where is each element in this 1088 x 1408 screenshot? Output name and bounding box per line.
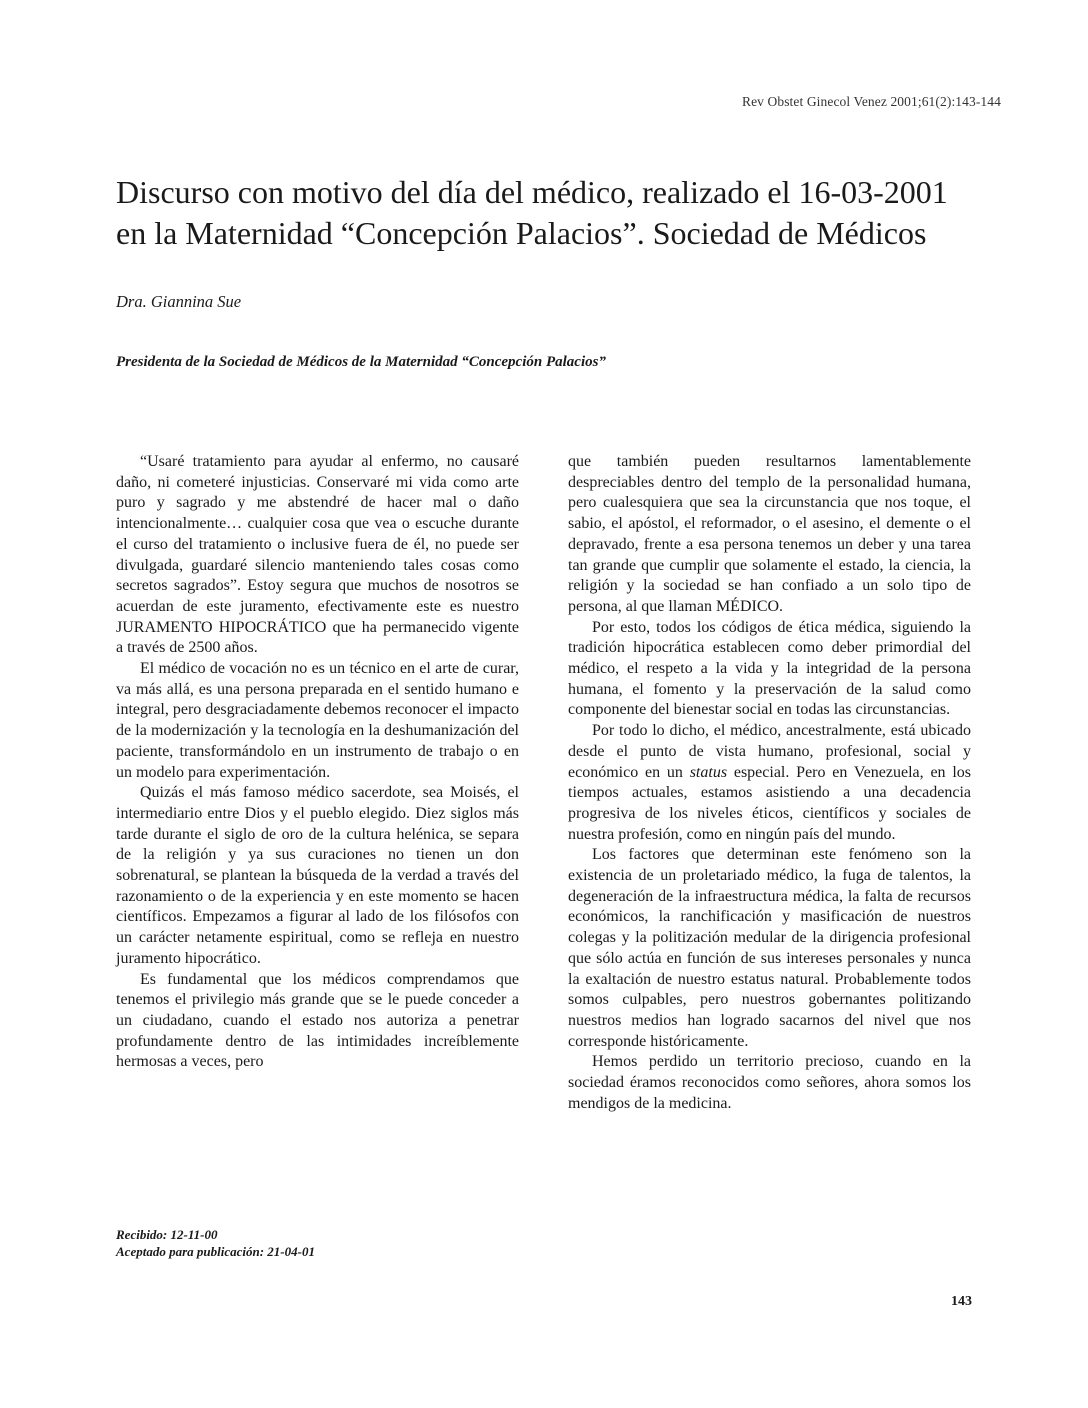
accepted-date: Aceptado para publicación: 21-04-01 — [116, 1244, 315, 1259]
paragraph: El médico de vocación no es un técnico en el arte de curar, va más allá, es una persona preparada en el sentido humano e integral, pero desgraciadamente debemos reconocer el impacto de la modernización y la tecnología en la deshumanización del paciente, transformándolo en un instrumento de trabajo o en un modelo para experimentación. — [116, 660, 519, 781]
submission-dates — [116, 1226, 315, 1260]
page-number: 143 — [951, 1294, 972, 1309]
author-name: Dra. Giannina Sue — [116, 292, 242, 311]
paragraph-text: especial. Pero en Venezuela, en los tiempos actuales, estamos asistiendo a una decadencia progresiva de los niveles éticos, científicos y sociales de nuestra profesión, como en ningún país del mundo. — [568, 763, 972, 843]
body-column-left — [116, 452, 519, 1073]
author-affiliation: Presidenta de la Sociedad de Médicos de la Maternidad “Concepción Palacios” — [116, 354, 606, 370]
paragraph: Hemos perdido un territorio precioso, cuando en la sociedad éramos reconocidos como señores, ahora somos los mendigos de la medicina. — [568, 1053, 971, 1112]
title-line-1: Discurso con motivo del día del médico, realizado el 16-03-2001 — [116, 174, 948, 210]
paragraph: “Usaré tratamiento para ayudar al enfermo, no causaré daño, ni cometeré injusticias. Conservaré mi vida como arte puro y sagrado y me abstendré de hacer mal o daño intencionalmente… cualquier cosa que vea o escuche durante el curso del tratamiento o inclusive fuera de él, no puede ser divulgada, guardaré silencio manteniendo tales cosas como secretos sagrados”. Estoy segura que muchos de nosotros se acuerdan de este juramento, efectivamente este es nuestro JURAMENTO HIPOCRÁTICO que ha permanecido vigente a través de 2500 años. — [116, 453, 519, 657]
body-column-right — [568, 452, 971, 1115]
journal-citation: Rev Obstet Ginecol Venez 2001;61(2):143-144 — [741, 94, 1001, 109]
italic-term: status — [689, 763, 728, 781]
paragraph: Los factores que determinan este fenómeno son la existencia de un proletariado médico, la fuga de talentos, la degeneración de la infraestructura médica, la falta de recursos económicos, la ranchificación y masificación de nuestros colegas y la politización medular de la dirigencia profesional que sólo actúa en función de sus intereses personales y nunca la exaltación de nuestro estatus natural. Probablemente todos somos culpables, pero nuestros gobernantes politizando nuestros medios han logrado sacarnos del nivel que nos corresponde históricamente. — [568, 846, 971, 1050]
received-date: Recibido: 12-11-00 — [116, 1227, 218, 1242]
paragraph-text: Por todo lo dicho, el médico, ancestralmente, está ubicado desde el punto de vista humano, profesional, social y económico en un — [568, 722, 971, 781]
article-title — [116, 172, 996, 254]
paragraph: Es fundamental que los médicos comprendamos que tenemos el privilegio más grande que se le puede conceder a un ciudadano, cuando el estado nos autoriza a penetrar profundamente dentro de las intimidades increíblemente hermosas a veces, pero — [116, 970, 519, 1071]
title-line-2: en la Maternidad “Concepción Palacios”. Sociedad de Médicos — [116, 215, 927, 251]
paragraph — [568, 721, 971, 845]
paragraph: Quizás el más famoso médico sacerdote, sea Moisés, el intermediario entre Dios y el pueblo elegido. Diez siglos más tarde durante el siglo de oro de la cultura helénica, se separa de la religión y ya sus curaciones no tienen un don sobrenatural, se plantean la búsqueda de la verdad a través del razonamiento o de la experiencia y en este momento se hacen científicos. Empezamos a figurar al lado de los filósofos con un carácter netamente espiritual, como se refleja en nuestro juramento hipocrático. — [116, 784, 519, 967]
paragraph: Por esto, todos los códigos de ética médica, siguiendo la tradición hipocrática establecen como deber primordial del médico, el respeto a la vida y la integridad de la persona humana, el fomento y la preservación de la salud como componente del bienestar social en todas las circunstancias. — [568, 618, 971, 719]
paragraph: que también pueden resultarnos lamentablemente despreciables dentro del templo de la personalidad humana, pero cualesquiera que sea la circunstancia que nos toque, el sabio, el apóstol, el reformador, o el asesino, el demente o el depravado, frente a esa persona tenemos un deber y una tarea tan grande que cumplir que solamente el estado, la ciencia, la religión y la sociedad se han confiado a un solo tipo de persona, al que llaman MÉDICO. — [568, 453, 971, 615]
